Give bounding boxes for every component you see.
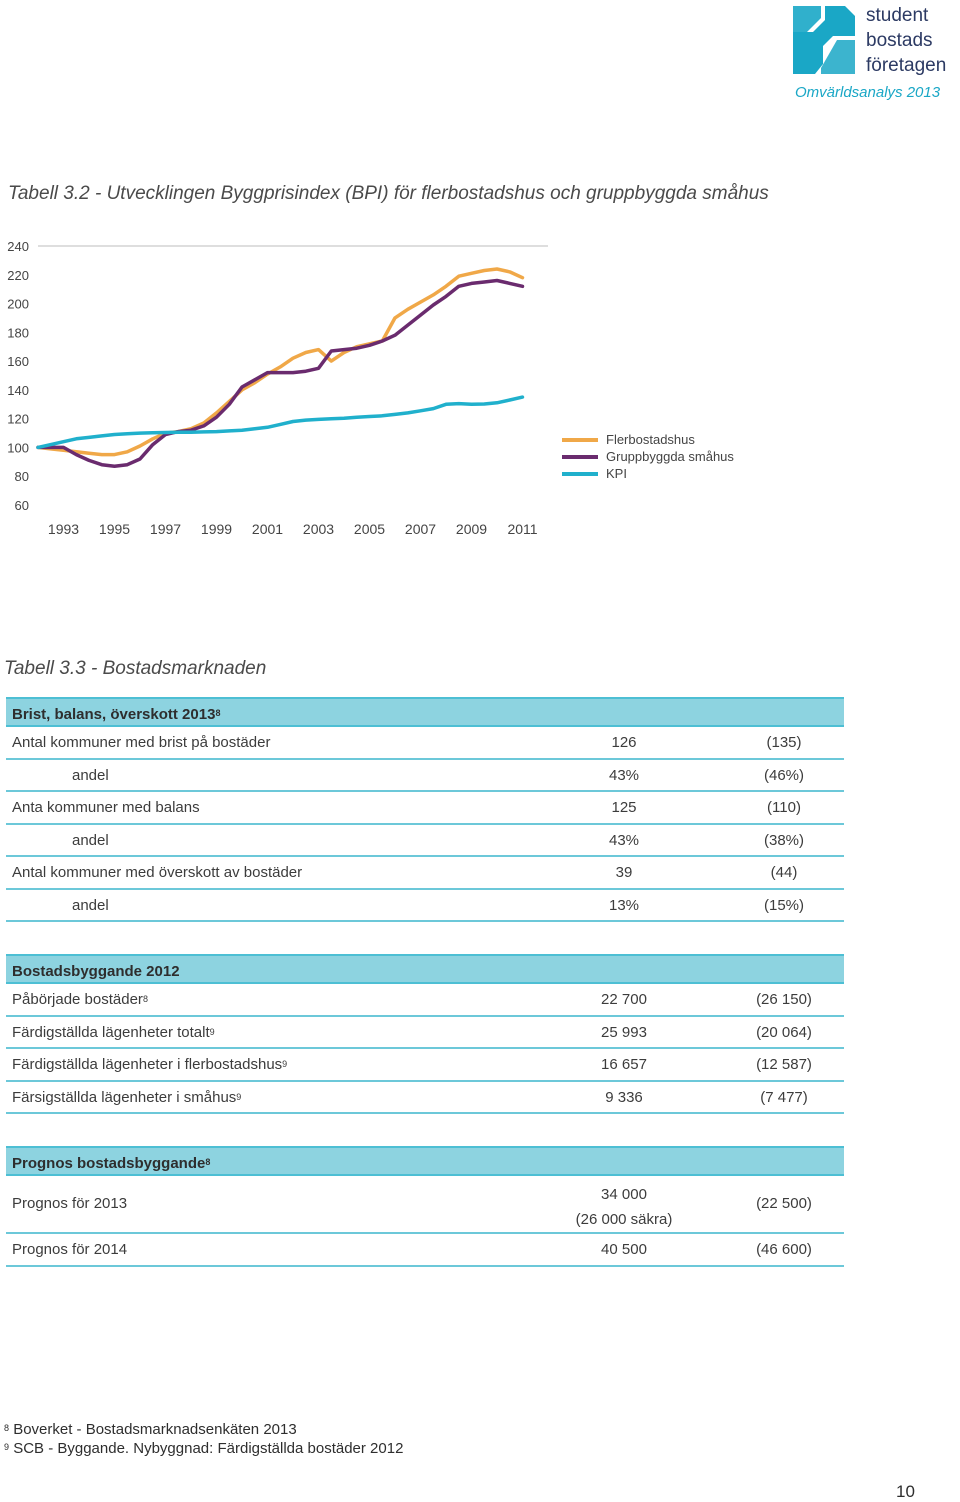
row-label bbox=[12, 1195, 127, 1212]
chart-caption: Tabell 3.2 - Utvecklingen Byggprisindex (BPI) för flerbostadshus och gruppbyggda småhus bbox=[8, 183, 769, 204]
section-heading-text: Bostadsbyggande 2012 bbox=[12, 963, 180, 980]
section-heading bbox=[6, 1146, 844, 1176]
value-2013 bbox=[609, 890, 639, 922]
y-tick-label: 80 bbox=[14, 469, 29, 485]
series-line-2 bbox=[38, 397, 523, 447]
value-2013 bbox=[576, 1182, 673, 1232]
footnote-text: Boverket - Bostadsmarknadsenkäten 2013 bbox=[13, 1421, 297, 1438]
value-previous: (22 500) bbox=[756, 1195, 812, 1212]
value-2013 bbox=[616, 857, 633, 889]
series-line-0 bbox=[38, 269, 523, 455]
housing-market-table bbox=[6, 697, 844, 1267]
x-tick-label: 1997 bbox=[149, 521, 182, 537]
y-tick-label: 60 bbox=[14, 498, 29, 513]
value-previous: (46%) bbox=[763, 766, 805, 784]
row-label-text: Antal kommuner med överskott av bostäder bbox=[12, 864, 303, 881]
table-row bbox=[6, 825, 844, 858]
y-tick-label: 100 bbox=[7, 440, 29, 456]
page-number: 10 bbox=[896, 1482, 915, 1501]
value-2013 bbox=[611, 792, 636, 824]
row-label-text: Färdigställda lägenheter totalt bbox=[12, 1023, 210, 1041]
footnote-ref: 8 bbox=[142, 994, 148, 1004]
table-row bbox=[6, 792, 844, 825]
table-row bbox=[6, 1082, 844, 1115]
value-2013 bbox=[611, 727, 636, 759]
x-tick-label: 2003 bbox=[302, 521, 335, 537]
table-row bbox=[6, 760, 844, 793]
legend-label-0: Flerbostadshus bbox=[606, 432, 695, 447]
footnote-number: 8 bbox=[4, 1423, 10, 1433]
footnote-number: 9 bbox=[4, 1442, 10, 1452]
footnote-ref: 9 bbox=[282, 1059, 288, 1069]
value-2013-main: 9 336 bbox=[605, 1088, 643, 1106]
series-line-1 bbox=[38, 281, 523, 467]
value-previous: (135) bbox=[766, 734, 802, 751]
value-previous: (15%) bbox=[763, 896, 805, 914]
y-tick-label: 180 bbox=[7, 325, 29, 341]
bpi-line-chart bbox=[0, 230, 760, 550]
section-heading bbox=[6, 697, 844, 727]
logo-line-1: student bbox=[866, 5, 929, 26]
table-row bbox=[6, 890, 844, 923]
footnote-ref: 9 bbox=[236, 1091, 242, 1102]
row-label-text: andel bbox=[72, 766, 109, 784]
footnote-ref: 8 bbox=[215, 708, 221, 718]
x-tick-label: 2005 bbox=[353, 521, 386, 537]
row-label bbox=[12, 1049, 287, 1081]
table-row bbox=[6, 1017, 844, 1050]
section-gap bbox=[6, 922, 844, 954]
table-row bbox=[6, 984, 844, 1017]
footnote-text: SCB - Byggande. Nybyggnad: Färdigställda bostäder 2012 bbox=[13, 1440, 404, 1457]
legend-label-1: Gruppbyggda småhus bbox=[606, 449, 734, 464]
value-previous: (20 064) bbox=[756, 1023, 812, 1041]
section-heading-text: Prognos bostadsbyggande bbox=[12, 1155, 206, 1172]
row-label-text: Antal kommuner med brist på bostäder bbox=[12, 734, 271, 751]
logo-wordmark bbox=[866, 3, 960, 78]
value-previous: (46 600) bbox=[756, 1241, 812, 1258]
value-2013-main: 13% bbox=[608, 896, 640, 914]
footnote bbox=[4, 1439, 403, 1458]
value-2013 bbox=[601, 1049, 647, 1081]
value-2013-main: 22 700 bbox=[601, 991, 647, 1008]
row-label-text: Påbörjade bostäder bbox=[12, 991, 143, 1008]
value-previous: (12 587) bbox=[756, 1056, 812, 1073]
value-2013-main: 25 993 bbox=[601, 1023, 647, 1041]
value-2013 bbox=[609, 760, 639, 792]
y-tick-label: 120 bbox=[7, 411, 29, 427]
value-2013-main: 125 bbox=[611, 799, 637, 816]
value-2013-main: 43% bbox=[608, 831, 640, 849]
logo-line-3: företagen bbox=[866, 55, 947, 76]
footnote-ref: 9 bbox=[209, 1026, 215, 1037]
logo-mark bbox=[793, 6, 855, 74]
y-tick-label: 160 bbox=[7, 354, 29, 370]
row-label-text: Prognos för 2013 bbox=[12, 1195, 128, 1212]
row-label-text: Anta kommuner med balans bbox=[12, 799, 200, 816]
x-tick-label: 1993 bbox=[47, 521, 80, 537]
value-previous: (26 150) bbox=[756, 991, 812, 1008]
value-previous: (44) bbox=[770, 864, 798, 881]
value-2013-main: 34 000 bbox=[601, 1186, 647, 1203]
footnote bbox=[4, 1420, 403, 1439]
value-2013-main: 16 657 bbox=[601, 1056, 647, 1073]
y-tick-label: 200 bbox=[7, 296, 29, 312]
value-previous: (7 477) bbox=[760, 1088, 808, 1106]
x-tick-label: 2007 bbox=[404, 521, 437, 537]
row-label bbox=[12, 727, 270, 759]
row-label bbox=[12, 984, 148, 1016]
row-label-text: Prognos för 2014 bbox=[12, 1241, 128, 1258]
row-label bbox=[12, 1017, 215, 1049]
value-previous: (110) bbox=[767, 799, 801, 816]
table-row bbox=[6, 1234, 844, 1267]
row-label bbox=[12, 1234, 127, 1266]
table-row bbox=[6, 1176, 844, 1234]
row-label bbox=[72, 890, 109, 922]
value-previous: (38%) bbox=[763, 831, 805, 849]
legend-label-2: KPI bbox=[606, 466, 627, 481]
table-row bbox=[6, 727, 844, 760]
x-tick-label: 1995 bbox=[98, 521, 131, 537]
row-label-text: Färsigställda lägenheter i småhus bbox=[12, 1088, 237, 1106]
row-label-text: andel bbox=[72, 831, 109, 849]
value-2013-main: 126 bbox=[611, 734, 637, 751]
table-row bbox=[6, 1049, 844, 1082]
value-2013 bbox=[609, 825, 639, 857]
row-label bbox=[72, 760, 109, 792]
logo-line-2: bostads bbox=[866, 30, 933, 51]
report-subtitle: Omvärldsanalys 2013 bbox=[795, 84, 941, 101]
row-label bbox=[72, 825, 109, 857]
y-tick-label: 220 bbox=[7, 267, 29, 283]
table-caption: Tabell 3.3 - Bostadsmarknaden bbox=[4, 658, 267, 679]
x-tick-label: 2009 bbox=[455, 521, 488, 537]
table-row bbox=[6, 857, 844, 890]
footnote-ref: 8 bbox=[205, 1157, 211, 1167]
row-label bbox=[12, 1082, 241, 1114]
footnotes bbox=[4, 1420, 403, 1458]
value-2013 bbox=[601, 1234, 647, 1266]
x-tick-label: 2001 bbox=[251, 521, 284, 537]
section-heading-text: Brist, balans, överskott 2013 bbox=[12, 706, 216, 723]
row-label-text: andel bbox=[72, 896, 109, 914]
x-tick-label: 2011 bbox=[507, 521, 538, 537]
value-2013-main: 43% bbox=[608, 766, 640, 784]
section-heading bbox=[6, 954, 844, 984]
value-2013 bbox=[601, 984, 647, 1016]
value-2013-sub: (26 000 säkra) bbox=[575, 1211, 673, 1228]
row-label bbox=[12, 792, 200, 824]
row-label bbox=[12, 857, 302, 889]
section-gap bbox=[6, 1114, 844, 1146]
y-tick-label: 140 bbox=[7, 382, 29, 398]
value-2013-main: 39 bbox=[615, 864, 633, 881]
row-label-text: Färdigställda lägenheter i flerbostadshus bbox=[12, 1056, 283, 1073]
value-2013 bbox=[601, 1017, 647, 1049]
value-2013 bbox=[605, 1082, 643, 1114]
x-tick-label: 1999 bbox=[200, 521, 233, 537]
value-2013-main: 40 500 bbox=[601, 1241, 647, 1258]
y-tick-label: 240 bbox=[7, 239, 29, 254]
